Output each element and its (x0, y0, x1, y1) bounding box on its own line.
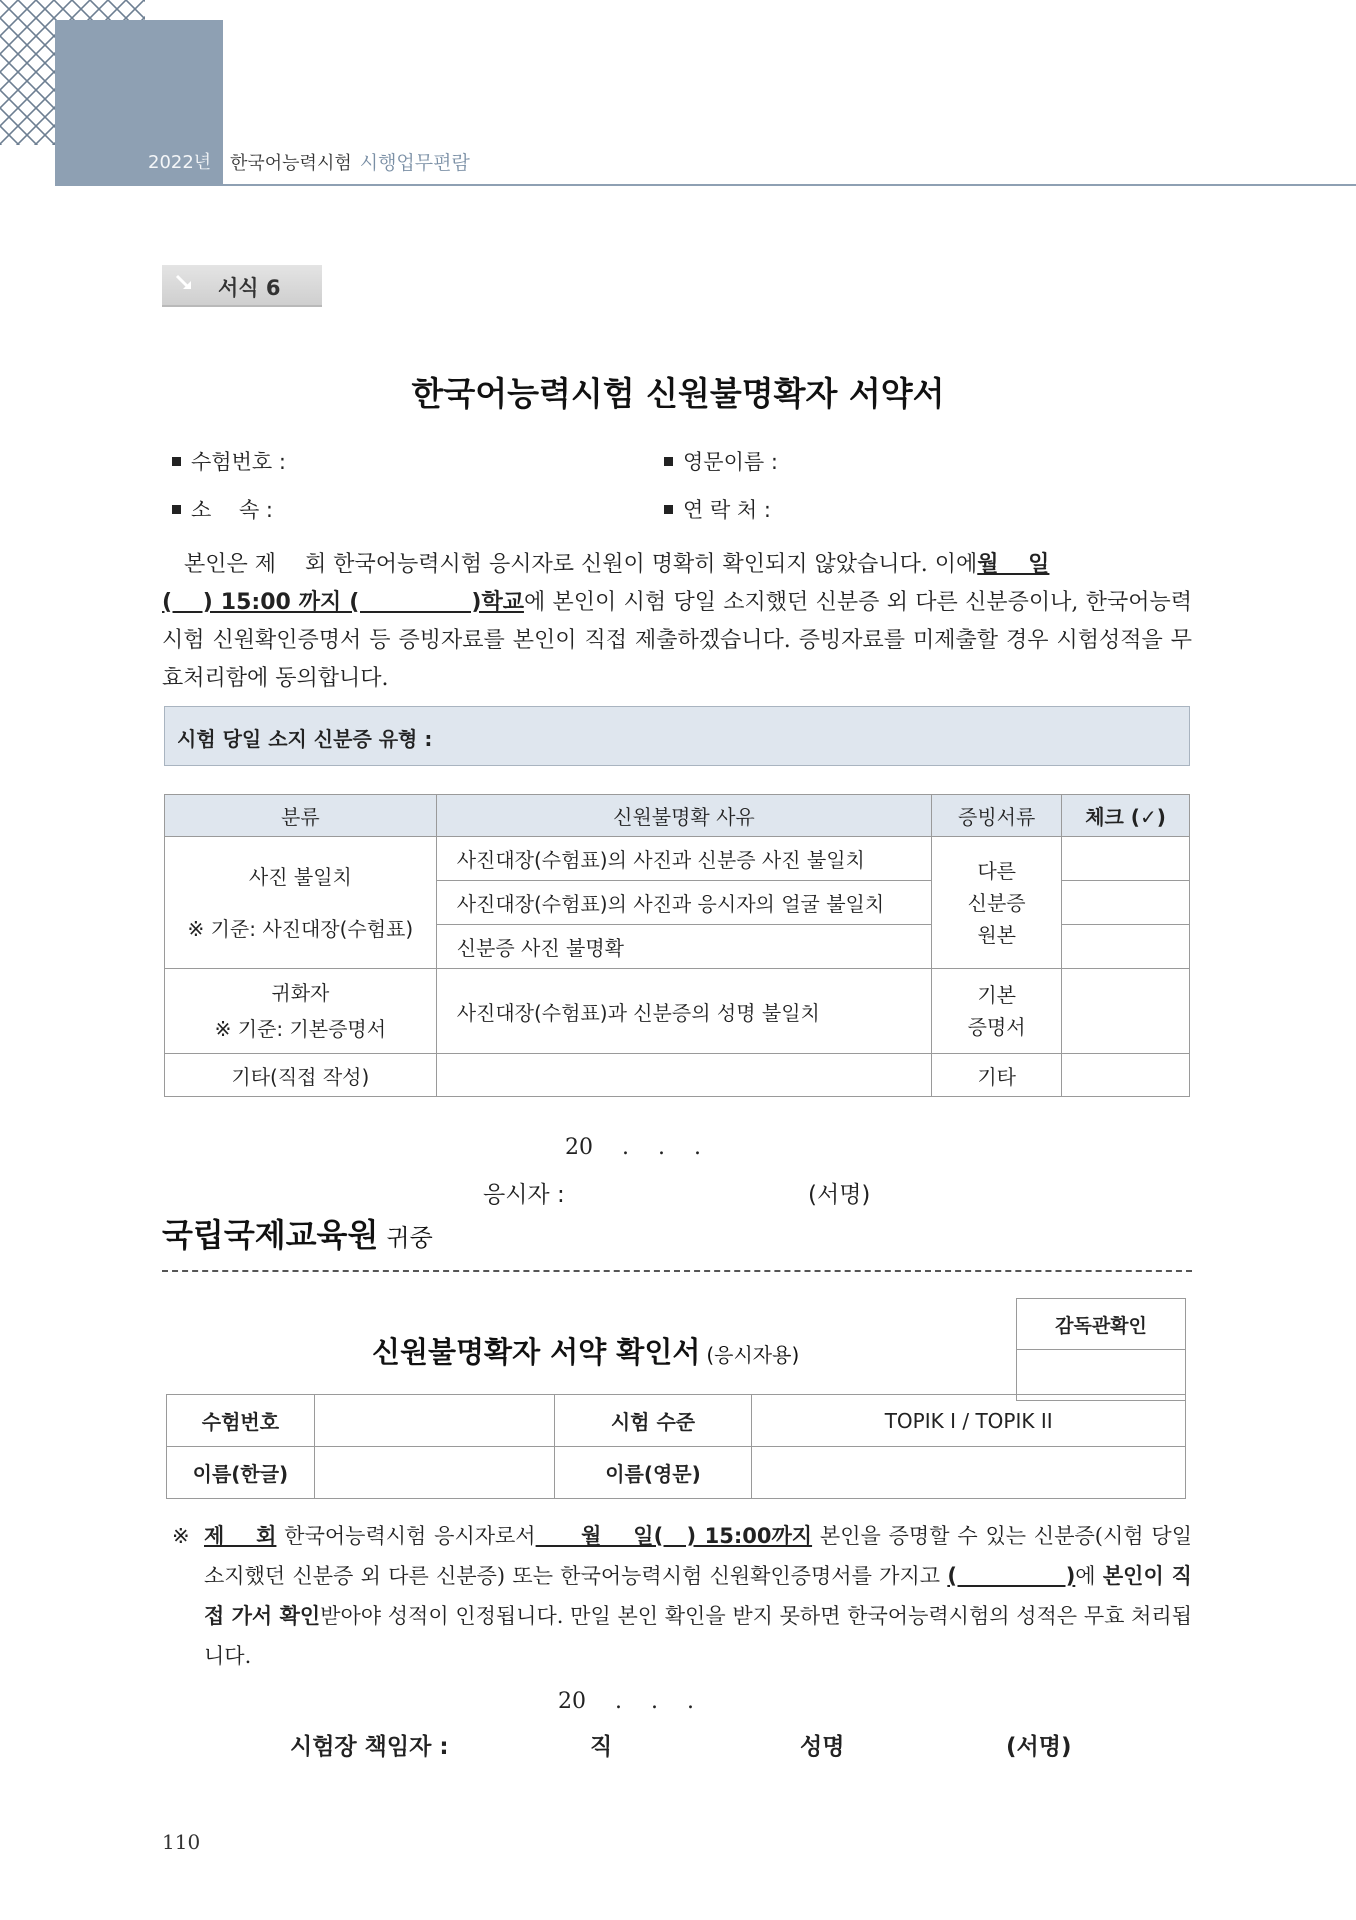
other-category: 기타(직접 작성) (165, 1054, 437, 1097)
table-row (165, 969, 1190, 1054)
photo-doc-line-3: 원본 (977, 922, 1016, 947)
level-value-cell: TOPIK I / TOPIK II (752, 1395, 1186, 1447)
corner-arrow-icon (174, 273, 196, 295)
date-line: 20 . . . (565, 1135, 701, 1160)
affiliation-label: 소 속 : (191, 498, 273, 522)
check-cell[interactable] (1062, 837, 1190, 881)
naturalized-docs-cell (932, 969, 1062, 1054)
header-reason: 신원불명확 사유 (436, 795, 931, 837)
english-name-field (664, 446, 778, 476)
affiliation-field (172, 494, 273, 524)
header-year: 2022년 (148, 152, 212, 173)
photo-doc-line-2: 신분증 (967, 890, 1026, 915)
date-line-2: 20 . . . (558, 1689, 694, 1714)
square-bullet-icon (664, 505, 673, 514)
id-type-label: 시험 당일 소지 신분증 유형 : (177, 727, 433, 751)
name-kr-label-cell: 이름(한글) (167, 1447, 315, 1499)
id-type-box (164, 706, 1190, 766)
supervisor-label: 감독관확인 (1017, 1299, 1186, 1350)
header-title-text: 한국어능력시험 (230, 153, 352, 174)
notice-emphasis: 본인이 직접 가서 확인 (204, 1564, 1192, 1628)
exam-number-input-cell[interactable] (314, 1395, 554, 1447)
header-category: 분류 (165, 795, 437, 837)
reference-mark: ※ (172, 1524, 190, 1548)
check-cell[interactable] (1062, 925, 1190, 969)
photo-reason-2: 사진대장(수험표)의 사진과 응시자의 얼굴 불일치 (436, 881, 931, 925)
pledge-text-2: 에 본인이 시험 당일 소지했던 신분증 외 다른 신분증이나, 한국어능력시험 신원확인증명서 등 증빙자료를 본인이 직접 제출하겠습니다. 증빙자료를 미제출할 경우 시험성적을 무효처리함에 동의합니다. (162, 590, 1192, 691)
contact-field (664, 494, 771, 524)
examinee-signature-label: (서명) (808, 1182, 871, 1208)
name-kr-input-cell[interactable] (314, 1447, 554, 1499)
notice-text-2: 본인을 증명할 수 있는 신분증(시험 당일 소지했던 신분증 외 다른 신분증) 또는 한국어능력시험 신원확인증명서를 가지고 (204, 1524, 1192, 1588)
institution (162, 1210, 433, 1256)
notice-text-4: 받아야 성적이 인정됩니다. 만일 본인 확인을 받지 못하면 한국어능력시험의 성적은 무효 처리됩니다. (204, 1604, 1192, 1668)
notice-place: ( ) (947, 1564, 1076, 1588)
confirmation-title (372, 1330, 799, 1371)
confirmation-table (166, 1394, 1186, 1499)
table-row (165, 837, 1190, 881)
square-bullet-icon (172, 505, 181, 514)
name-en-input-cell[interactable] (752, 1447, 1186, 1499)
notice-paragraph (172, 1516, 1192, 1676)
other-doc: 기타 (932, 1054, 1062, 1097)
site-manager-label: 시험장 책임자 : (290, 1734, 449, 1760)
other-reason-cell[interactable] (436, 1054, 931, 1097)
check-cell[interactable] (1062, 969, 1190, 1054)
contact-label: 연 락 처 : (683, 498, 771, 522)
form-label-text: 서식 6 (218, 276, 281, 300)
notice-body (172, 1516, 1192, 1676)
examinee-label: 응시자 : (483, 1182, 565, 1208)
site-signature-label: (서명) (1006, 1734, 1072, 1760)
exam-number-field (172, 446, 286, 476)
pledge-paragraph (162, 546, 1192, 698)
photo-category: 사진 불일치 (248, 864, 352, 889)
name-en-label-cell: 이름(영문) (554, 1447, 752, 1499)
table-row (167, 1447, 1186, 1499)
confirmation-title-text: 신원불명확자 서약 확인서 (372, 1335, 701, 1369)
naturalized-category-cell (165, 969, 437, 1054)
exam-number-label-cell: 수험번호 (167, 1395, 315, 1447)
supervisor-check-cell[interactable] (1017, 1350, 1186, 1401)
square-bullet-icon (664, 457, 673, 466)
confirmation-title-suffix: (응시자용) (706, 1343, 800, 1367)
form-label (162, 265, 322, 307)
check-cell[interactable] (1062, 881, 1190, 925)
naturalized-doc-line-1: 기본 (977, 983, 1016, 1007)
table-header-row (165, 795, 1190, 837)
document-title: 한국어능력시험 신원불명확자 서약서 (411, 374, 945, 413)
pledge-text-1: 본인은 제 회 한국어능력시험 응시자로 신원이 명확히 확인되지 않았습니다. 이에 (184, 552, 978, 577)
naturalized-doc-line-2: 증명서 (967, 1015, 1026, 1039)
supervisor-box (1016, 1298, 1186, 1401)
naturalized-basis: ※ 기준: 기본증명서 (214, 1017, 387, 1041)
photo-category-cell (165, 837, 437, 969)
naturalized-reason: 사진대장(수험표)과 신분증의 성명 불일치 (436, 969, 931, 1054)
naturalized-category: 귀화자 (271, 981, 330, 1005)
photo-reason-3: 신분증 사진 불명확 (436, 925, 931, 969)
institution-name: 국립국제교육원 (162, 1216, 379, 1254)
square-bullet-icon (172, 457, 181, 466)
header-rule (55, 184, 1356, 186)
english-name-label: 영문이름 : (683, 450, 778, 474)
header-title (230, 148, 470, 175)
photo-basis: ※ 기준: 사진대장(수험표) (187, 916, 414, 941)
name-label: 성명 (800, 1734, 845, 1760)
photo-docs-cell (932, 837, 1062, 969)
table-row (165, 1054, 1190, 1097)
header-check: 체크 (✓) (1062, 795, 1190, 837)
notice-text-3: 에 (1075, 1564, 1103, 1588)
notice-text-1: 한국어능력시험 응시자로서 (276, 1524, 536, 1548)
page-number: 110 (162, 1830, 201, 1854)
institution-suffix: 귀중 (386, 1224, 433, 1252)
photo-reason-1: 사진대장(수험표)의 사진과 신분증 사진 불일치 (436, 837, 931, 881)
header-subtitle: 시행업무편람 (359, 152, 470, 174)
pledge-deadline-place: ( ) 15:00 까지 ( )학교 (162, 590, 524, 615)
pledge-deadline-date: 월 일 (977, 552, 1050, 577)
exam-number-label: 수험번호 : (191, 450, 286, 474)
check-cell[interactable] (1062, 1054, 1190, 1097)
level-label-cell: 시험 수준 (554, 1395, 752, 1447)
table-row (167, 1395, 1186, 1447)
notice-session: 제 회 (204, 1524, 277, 1548)
cut-line (162, 1270, 1192, 1272)
photo-doc-line-1: 다른 (977, 858, 1016, 883)
position-label: 직 (590, 1734, 613, 1760)
header-documents: 증빙서류 (932, 795, 1062, 837)
notice-deadline: 월 일( ) 15:00까지 (535, 1524, 813, 1548)
reason-table (164, 794, 1190, 1097)
